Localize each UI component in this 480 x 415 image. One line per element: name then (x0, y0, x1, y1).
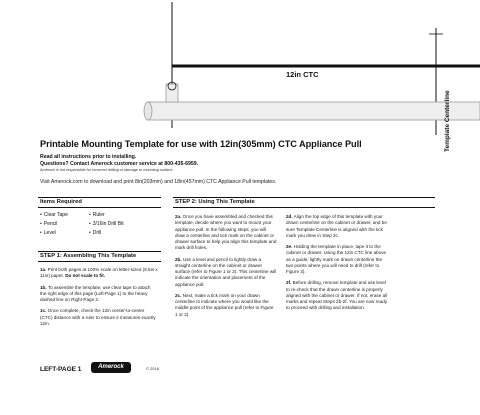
item-clear-tape: • Clear Tape (40, 212, 68, 218)
step2f-paragraph: 2f. Before drilling, remove template and use level to re-check that the drawn centerline is properly aligned with the cabinet or drawer. If not, erase all marks and repeat Steps 2b-2f. You are now ready to proceed with drilling and installation. (286, 280, 388, 311)
intro-read-instructions: Read all instructions prior to installing. (40, 154, 137, 160)
step2-column1 (175, 214, 277, 323)
step1c-paragraph: 1c. Once complete, check the 12in center-to-center (CTC) distance with a ruler to ensure it measures exactly 12in. (40, 308, 156, 326)
step2-header (173, 197, 435, 208)
item-ruler: • Ruler (89, 212, 105, 218)
intro-contact: Questions? Contact Amerock customer service at 800-435-6959. (40, 161, 199, 167)
intro-visit-line: Visit Amerock.com to download and print 8in(203mm) and 18in(457mm) CTC Appliance Pull templates. (40, 179, 277, 185)
step1-heading: STEP 1: Assembling This Template (40, 253, 137, 259)
page-title: Printable Mounting Template for use with 12in(305mm) CTC Appliance Pull (40, 139, 362, 149)
step1a-paragraph: 1a. Print both pages at 100% scale on letter-sized (8.5in x 11in) paper. Do not scale to fit. (40, 267, 158, 279)
step2a-paragraph: 2a. Once you have assembled and checked this template, decide where you want to mount your appliance pull. In the following steps, you will draw a centerline and tick mark on the cabinet or drawer surface to help you align this template and mark drill holes. (175, 214, 277, 251)
page-label: LEFT-PAGE 1 (40, 366, 82, 373)
pull-end-cap (144, 102, 152, 120)
step2d-paragraph: 2d. Align the top edge of this template with your drawn centerline on the cabinet or drawer, and be sure Template Centerline is aligned with the tick mark you drew in Step 2c. (286, 214, 387, 238)
template-centerline-label: Template Centerline (444, 90, 451, 152)
step1-body (40, 267, 158, 332)
ctc-label: 12in CTC (286, 70, 319, 79)
step1-header (38, 251, 161, 262)
step2c-paragraph: 2c. Next, make a tick mark on your drawn centerline to indicate where you would like the middle point of the appliance pull (refer to Figure 1 or 2). (175, 292, 274, 317)
step1b-paragraph: 1b. To assemble the template, use clear tape to attach the right edge of this page (Left-Page 1) to the heavy dashed line on Right-Page 2. (40, 284, 151, 302)
items-required-header (38, 197, 161, 208)
copyright: © 2018 (146, 366, 159, 371)
item-drill-bit: • 3/16in Drill Bit (89, 221, 124, 227)
items-required-heading: Items Required (40, 199, 82, 205)
amerock-logo: Amerock (91, 362, 131, 373)
item-pencil: • Pencil (40, 221, 58, 227)
step2-column2 (286, 214, 390, 317)
step2e-paragraph: 2e. Holding the template in place, tape it to the cabinet or drawer. Using the 12in CTC line above as a guide, lightly mark on drawn centerline the two points where you will need to drill (refer to Figure 3). (286, 244, 387, 274)
intro-disclaimer: Amerock is not responsible for incorrect drilling or damage to mounting surface. (40, 168, 174, 172)
step2-heading: STEP 2: Using This Template (175, 199, 255, 205)
step2b-paragraph: 2b. Use a level and pencil to lightly draw a straight centerline on the cabinet or drawer surface (refer to Figure 1 or 2). This centerline will indicate the orientation and placement of the appliance pull. (175, 256, 277, 287)
mounting-template-drawing (0, 0, 480, 135)
item-level: • Level (40, 230, 56, 236)
appliance-pull-bar (147, 102, 480, 120)
item-drill: • Drill (89, 230, 102, 236)
